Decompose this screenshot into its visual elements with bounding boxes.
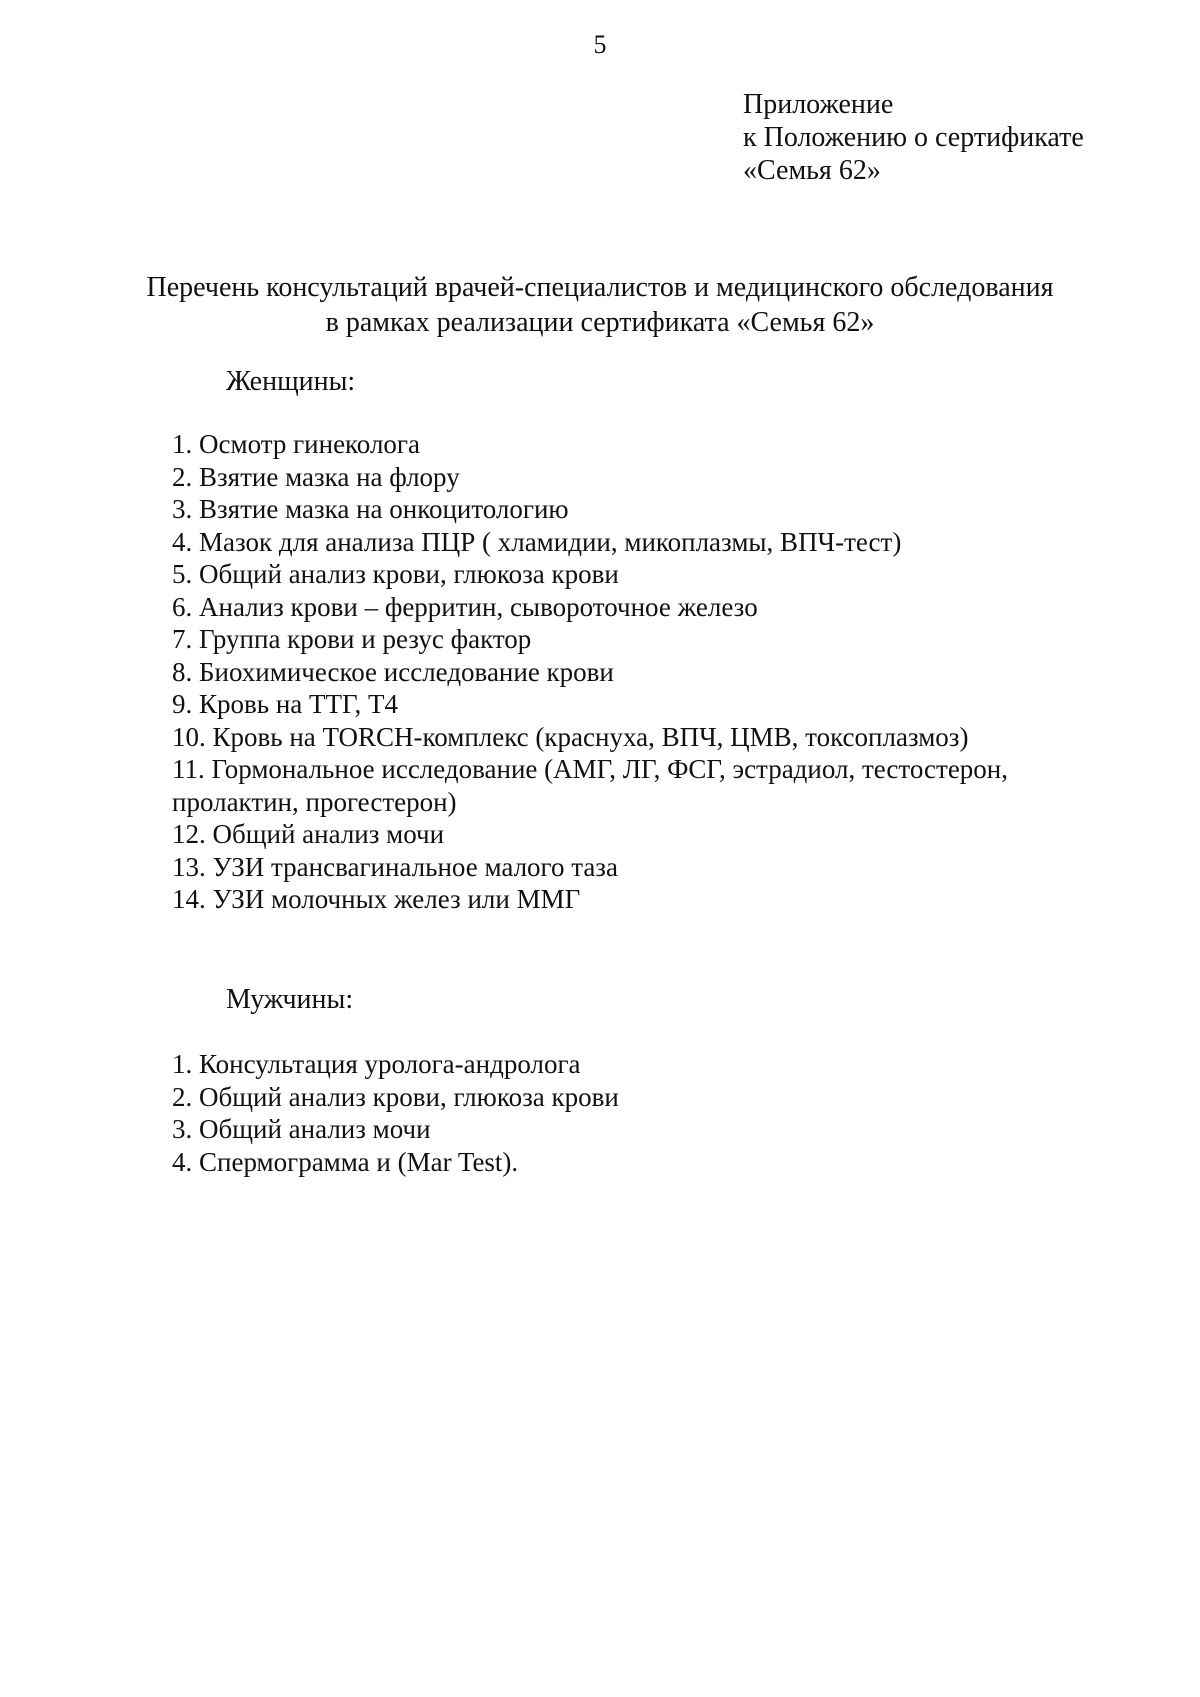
list-item: 1. Консультация уролога-андролога: [172, 1049, 581, 1079]
appendix-line-3: «Семья 62»: [743, 155, 881, 186]
list-item: 14. УЗИ молочных желез или ММГ: [172, 884, 581, 914]
list-item: 3. Общий анализ мочи: [172, 1114, 431, 1144]
list-item: 1. Осмотр гинеколога: [172, 429, 420, 459]
list-item: 3. Взятие мазка на онкоцитологию: [172, 494, 569, 524]
list-item: 10. Кровь на TORCH-комплекс (краснуха, ВПЧ, ЦМВ, токсоплазмоз): [172, 721, 969, 752]
list-item: 12. Общий анализ мочи: [172, 819, 445, 849]
appendix-line-2: к Положению о сертификате: [743, 122, 1084, 153]
women-list: [172, 428, 1072, 916]
title-line-1: Перечень консультаций врачей-специалистов и медицинского обследования: [146, 272, 1054, 303]
list-item: 6. Анализ крови – ферритин, сывороточное железо: [172, 591, 758, 622]
list-item: 11. Гормональное исследование (АМГ, ЛГ, ФСГ, эстрадиол, тестостерон, пролактин, прогестерон): [172, 754, 1008, 817]
appendix-note: [743, 88, 1084, 187]
men-list: [172, 1048, 619, 1178]
list-item: 2. Взятие мазка на флору: [172, 461, 460, 492]
list-item: 8. Биохимическое исследование крови: [172, 656, 614, 687]
list-item: 13. УЗИ трансвагинальное малого таза: [172, 851, 618, 882]
title-line-2: в рамках реализации сертификата «Семья 62»: [325, 307, 875, 338]
list-item: 4. Мазок для анализа ПЦР ( хламидии, микоплазмы, ВПЧ-тест): [172, 526, 902, 557]
page-number: 5: [593, 30, 607, 59]
list-item: 2. Общий анализ крови, глюкоза крови: [172, 1081, 619, 1112]
list-item: 5. Общий анализ крови, глюкоза крови: [172, 559, 619, 589]
men-heading: Мужчины:: [226, 984, 354, 1015]
list-item: 9. Кровь на ТТГ, Т4: [172, 689, 399, 719]
list-item: 7. Группа крови и резус фактор: [172, 624, 532, 654]
list-item: 4. Спермограмма и (Mar Test).: [172, 1146, 519, 1177]
appendix-line-1: Приложение: [743, 89, 894, 120]
women-heading: Женщины:: [226, 366, 356, 397]
document-title: [0, 270, 1200, 340]
